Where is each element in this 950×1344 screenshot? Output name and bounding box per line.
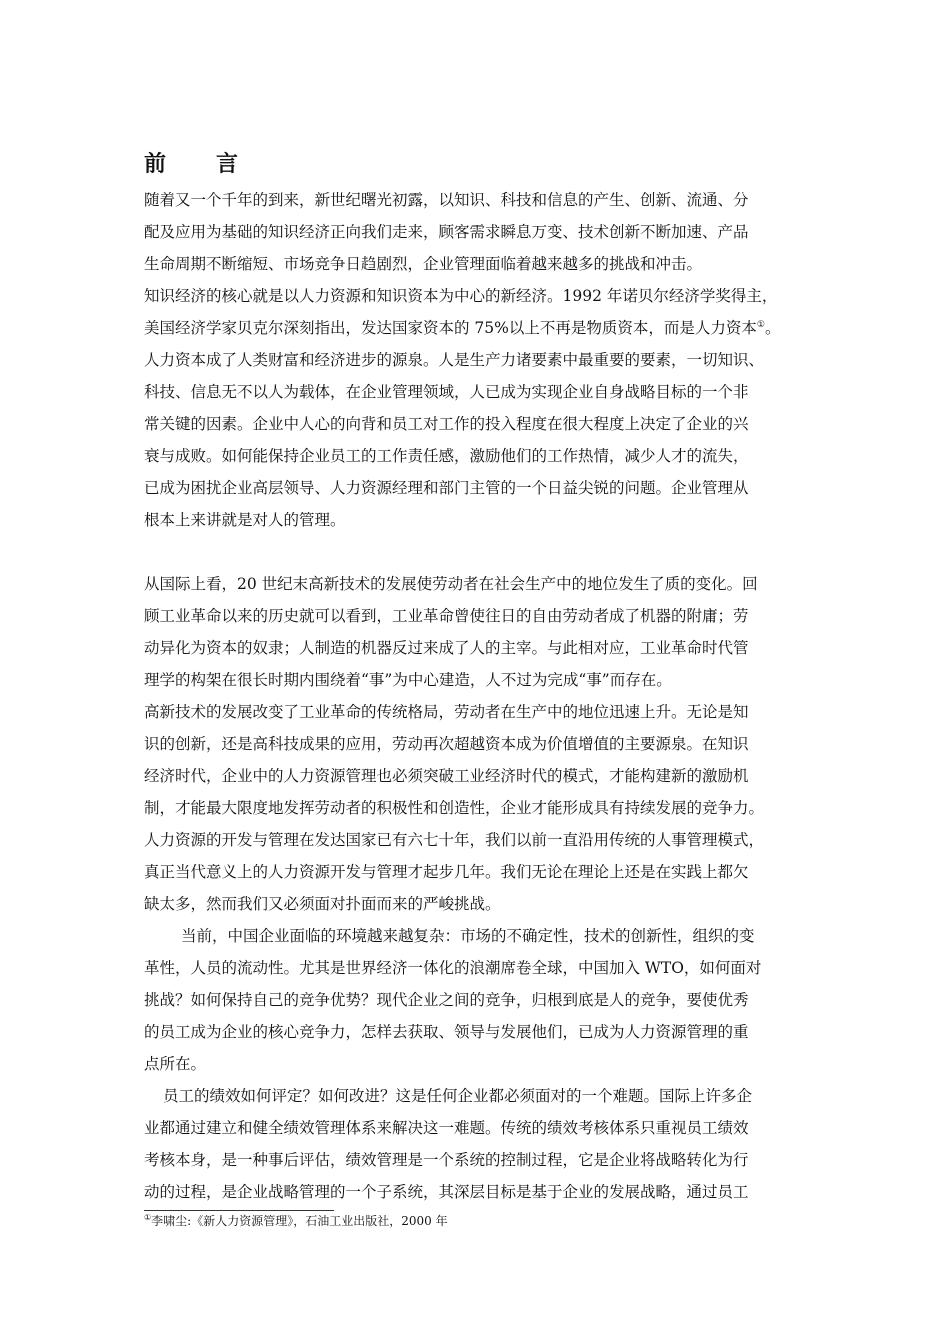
- page-title: 前 言: [144, 151, 253, 177]
- paragraph-2-line-5: 常关键的因素。企业中人心的向背和员工对工作的投入程度在很大程度上决定了企业的兴: [144, 415, 749, 433]
- paragraph-3-line-2: 顾工业革命以来的历史就可以看到，工业革命曾使往日的自由劳动者成了机器的附庸；劳: [144, 607, 749, 625]
- paragraph-4-line-2: 识的创新，还是高科技成果的应用，劳动再次超越资本成为价值增值的主要源泉。在知识: [144, 735, 749, 753]
- footnote-divider: [144, 1210, 334, 1211]
- paragraph-3-line-4: 理学的构架在很长时期内围绕着“事”为中心建造，人不过为完成“事”而存在。: [144, 671, 672, 689]
- paragraph-6-line-2: 革性，人员的流动性。尤其是世界经济一体化的浪潮席卷全球，中国加入 WTO，如何面对: [144, 959, 762, 977]
- paragraph-2-line-2: [144, 318, 780, 338]
- paragraph-1-line-3: 生命周期不断缩短、市场竞争日趋剧烈，企业管理面临着越来越多的挑战和冲击。: [144, 255, 703, 273]
- paragraph-4-line-4: 制，才能最大限度地发挥劳动者的积极性和创造性，企业才能形成具有持续发展的竞争力。: [144, 799, 765, 817]
- paragraph-2-line-2-end: 。: [764, 319, 781, 337]
- paragraph-4-line-1: 高新技术的发展改变了工业革命的传统格局，劳动者在生产中的地位迅速上升。无论是知: [144, 703, 749, 721]
- paragraph-5-line-2: 真正当代意义上的人力资源开发与管理才起步几年。我们无论在理论上还是在实践上都欠: [144, 863, 749, 881]
- paragraph-2-line-3: 人力资本成了人类财富和经济进步的源泉。人是生产力诸要素中最重要的要素，一切知识、: [144, 351, 765, 369]
- paragraph-2-line-7: 已成为困扰企业高层领导、人力资源经理和部门主管的一个日益尖锐的问题。企业管理从: [144, 479, 749, 497]
- footnote-marker: ①: [144, 1213, 152, 1222]
- paragraph-7-line-3: 考核本身，是一种事后评估，绩效管理是一个系统的控制过程，它是企业将战略转化为行: [144, 1151, 749, 1169]
- paragraph-2-line-2-text: 美国经济学家贝克尔深刻指出，发达国家资本的 75%以上不再是物质资本，而是人力资本: [144, 319, 757, 337]
- paragraph-2-line-6: 衰与成败。如何能保持企业员工的工作责任感，激励他们的工作热情，减少人才的流失，: [144, 447, 749, 465]
- paragraph-6-line-1: 当前，中国企业面临的环境越来越复杂：市场的不确定性，技术的创新性，组织的变: [181, 927, 755, 945]
- paragraph-5-line-3: 缺太多，然而我们又必须面对扑面而来的严峻挑战。: [144, 895, 501, 913]
- paragraph-1-line-2: 配及应用为基础的知识经济正向我们走来，顾客需求瞬息万变、技术创新不断加速、产品: [144, 223, 749, 241]
- paragraph-7-line-2: 业都通过建立和健全绩效管理体系来解决这一难题。传统的绩效考核体系只重视员工绩效: [144, 1119, 749, 1137]
- paragraph-3-line-3: 动异化为资本的奴隶；人制造的机器反过来成了人的主宰。与此相对应，工业革命时代管: [144, 639, 749, 657]
- paragraph-7-line-4: 动的过程，是企业战略管理的一个子系统，其深层目标是基于企业的发展战略，通过员工: [144, 1183, 749, 1201]
- paragraph-2-line-1: 知识经济的核心就是以人力资源和知识资本为中心的新经济。1992 年诺贝尔经济学奖得主，: [144, 287, 778, 305]
- paragraph-3-line-1: 从国际上看，20 世纪末高新技术的发展使劳动者在社会生产中的地位发生了质的变化。回: [144, 575, 758, 593]
- footnote: [144, 1213, 448, 1229]
- paragraph-6-line-4: 的员工成为企业的核心竞争力，怎样去获取、领导与发展他们，已成为人力资源管理的重: [144, 1023, 749, 1041]
- footnote-reference-marker: ①: [756, 319, 765, 330]
- paragraph-2-line-4: 科技、信息无不以人为载体，在企业管理领域，人已成为实现企业自身战略目标的一个非: [144, 383, 749, 401]
- paragraph-7-line-1: 员工的绩效如何评定？如何改进？这是任何企业都必须面对的一个难题。国际上许多企: [163, 1087, 753, 1105]
- paragraph-6-line-3: 挑战？如何保持自己的竞争优势？现代企业之间的竞争，归根到底是人的竞争，要使优秀: [144, 991, 749, 1009]
- paragraph-4-line-3: 经济时代，企业中的人力资源管理也必须突破工业经济时代的模式，才能构建新的激励机: [144, 767, 749, 785]
- footnote-text: 李啸尘:《新人力资源管理》，石油工业出版社，2000 年: [151, 1214, 448, 1228]
- paragraph-6-line-5: 点所在。: [144, 1055, 207, 1073]
- paragraph-2-line-8: 根本上来讲就是对人的管理。: [144, 511, 346, 529]
- paragraph-5-line-1: 人力资源的开发与管理在发达国家已有六七十年，我们以前一直沿用传统的人事管理模式，: [144, 831, 765, 849]
- paragraph-1-line-1: 随着又一个千年的到来，新世纪曙光初露，以知识、科技和信息的产生、创新、流通、分: [144, 191, 749, 209]
